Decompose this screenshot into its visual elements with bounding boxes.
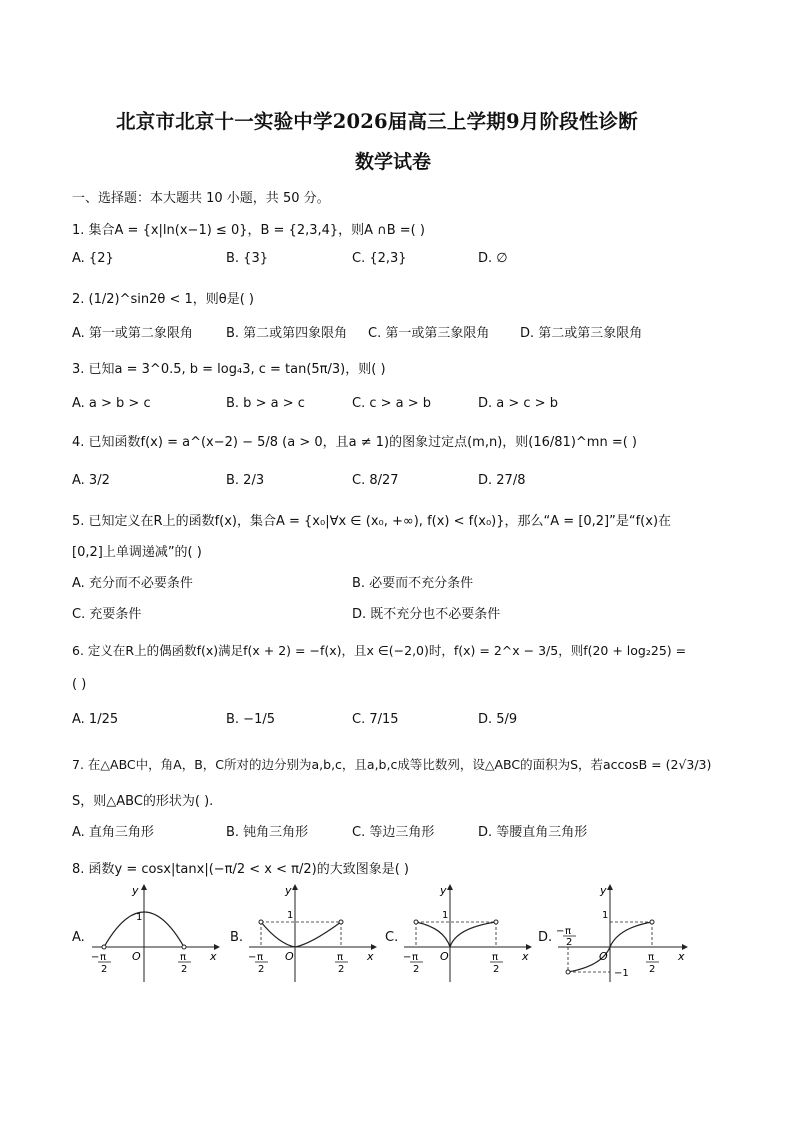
two-label: 2	[338, 964, 345, 975]
pi-label: π	[180, 952, 187, 963]
origin-label: O	[599, 950, 608, 963]
pi-label: π	[648, 952, 655, 963]
q7-option-d: D. 等腰直角三角形	[478, 825, 588, 840]
origin-label: O	[132, 950, 141, 963]
q8-option-c-label: C.	[385, 930, 399, 945]
q5-option-b: B. 必要而不充分条件	[352, 576, 474, 591]
q6-option-b: B. −1/5	[226, 712, 275, 727]
origin-label: O	[440, 950, 449, 963]
y-axis-label: y	[132, 884, 139, 897]
q8-option-b-label: B.	[230, 930, 244, 945]
q5-option-a: A. 充分而不必要条件	[72, 576, 193, 591]
page-title: 北京市北京十一实验中学2026届高三上学期9月阶段性诊断	[116, 110, 638, 133]
two-label: 2	[649, 964, 656, 975]
question-3-stem: 3. 已知a = 3^0.5, b = log₄3, c = tan(5π/3)，则( )	[72, 362, 386, 377]
question-7-stem: 7. 在△ABC中，角A，B，C所对的边分别为a,b,c，且a,b,c成等比数列，设△ABC的面积为S，若accosB = (2√3/3)	[72, 757, 712, 772]
minus-sign: −	[91, 952, 100, 963]
x-axis-label: x	[522, 950, 529, 963]
two-label: 2	[566, 937, 573, 948]
question-1-stem: 1. 集合A = {x|ln(x−1) ≤ 0}，B = {2,3,4}，则A ∩B =( )	[72, 223, 425, 238]
origin-label: O	[285, 950, 294, 963]
q3-option-c: C. c > a > b	[352, 396, 432, 411]
q2-option-a: A. 第一或第二象限角	[72, 326, 193, 341]
two-label: 2	[181, 964, 188, 975]
y-axis-label: y	[600, 884, 607, 897]
question-6-stem: 6. 定义在R上的偶函数f(x)满足f(x + 2) = −f(x)，且x ∈(−2,0)时，f(x) = 2^x − 3/5，则f(20 + log₂25) =	[72, 643, 687, 658]
y-axis-label: y	[440, 884, 447, 897]
y-tick-neg-1: −1	[614, 968, 629, 979]
q4-option-c: C. 8/27	[352, 473, 399, 488]
minus-sign: −	[556, 926, 565, 937]
minus-sign: −	[248, 952, 257, 963]
q1-option-b: B. {3}	[226, 251, 268, 266]
q3-option-a: A. a > b > c	[72, 396, 151, 411]
question-4-stem: 4. 已知函数f(x) = a^(x−2) − 5/8 (a > 0，且a ≠ 1)的图象过定点(m,n)，则(16/81)^mn =( )	[72, 435, 637, 450]
two-label: 2	[493, 964, 500, 975]
x-axis-label: x	[678, 950, 685, 963]
q1-option-c: C. {2,3}	[352, 251, 407, 266]
x-axis-label: x	[367, 950, 374, 963]
pi-label: π	[257, 952, 264, 963]
pi-label: π	[492, 952, 499, 963]
q3-option-d: D. a > c > b	[478, 396, 558, 411]
q6-option-c: C. 7/15	[352, 712, 399, 727]
pi-label: π	[412, 952, 419, 963]
question-7-stem-line2: S，则△ABC的形状为( ).	[72, 794, 214, 809]
y-tick-1: 1	[442, 910, 449, 921]
q7-option-b: B. 钝角三角形	[226, 825, 309, 840]
pi-label: π	[100, 952, 107, 963]
y-tick-1: 1	[602, 910, 609, 921]
two-label: 2	[101, 964, 108, 975]
two-label: 2	[413, 964, 420, 975]
q8-option-d-label: D.	[538, 930, 553, 945]
q4-option-b: B. 2/3	[226, 473, 265, 488]
pi-label: π	[565, 926, 572, 937]
pi-label: π	[337, 952, 344, 963]
q2-option-d: D. 第二或第三象限角	[520, 326, 643, 341]
q1-option-a: A. {2}	[72, 251, 114, 266]
y-axis-label: y	[285, 884, 292, 897]
y-tick-1: 1	[136, 912, 143, 923]
q1-option-d: D. ∅	[478, 251, 508, 266]
question-2-stem: 2. (1/2)^sin2θ < 1，则θ是( )	[72, 292, 255, 307]
question-5-stem-line2: [0,2]上单调递减”的( )	[72, 545, 202, 560]
q4-option-a: A. 3/2	[72, 473, 110, 488]
two-label: 2	[258, 964, 265, 975]
graph-option-a	[86, 882, 221, 987]
question-5-stem: 5. 已知定义在R上的函数f(x)，集合A = {x₀|∀x ∈ (x₀, +∞), f(x) < f(x₀)}，那么“A = [0,2]”是“f(x)在	[72, 514, 672, 529]
q2-option-b: B. 第二或第四象限角	[226, 326, 348, 341]
q6-option-a: A. 1/25	[72, 712, 119, 727]
q4-option-d: D. 27/8	[478, 473, 526, 488]
q7-option-c: C. 等边三角形	[352, 825, 435, 840]
minus-sign: −	[403, 952, 412, 963]
q7-option-a: A. 直角三角形	[72, 825, 154, 840]
question-8-stem: 8. 函数y = cosx|tanx|(−π/2 < x < π/2)的大致图象是( )	[72, 862, 409, 877]
graph-option-d	[552, 882, 692, 987]
q6-option-d: D. 5/9	[478, 712, 518, 727]
question-6-stem-line2: ( )	[72, 677, 87, 692]
q5-option-c: C. 充要条件	[72, 607, 142, 622]
q8-option-a-label: A.	[72, 930, 85, 945]
q5-option-d: D. 既不充分也不必要条件	[352, 607, 501, 622]
q2-option-c: C. 第一或第三象限角	[368, 326, 490, 341]
y-tick-1: 1	[287, 910, 294, 921]
page-subtitle: 数学试卷	[355, 151, 432, 173]
graph-option-c	[398, 882, 533, 987]
q3-option-b: B. b > a > c	[226, 396, 305, 411]
x-axis-label: x	[210, 950, 217, 963]
graph-option-b	[243, 882, 378, 987]
section-heading: 一、选择题：本大题共 10 小题，共 50 分。	[72, 191, 330, 206]
